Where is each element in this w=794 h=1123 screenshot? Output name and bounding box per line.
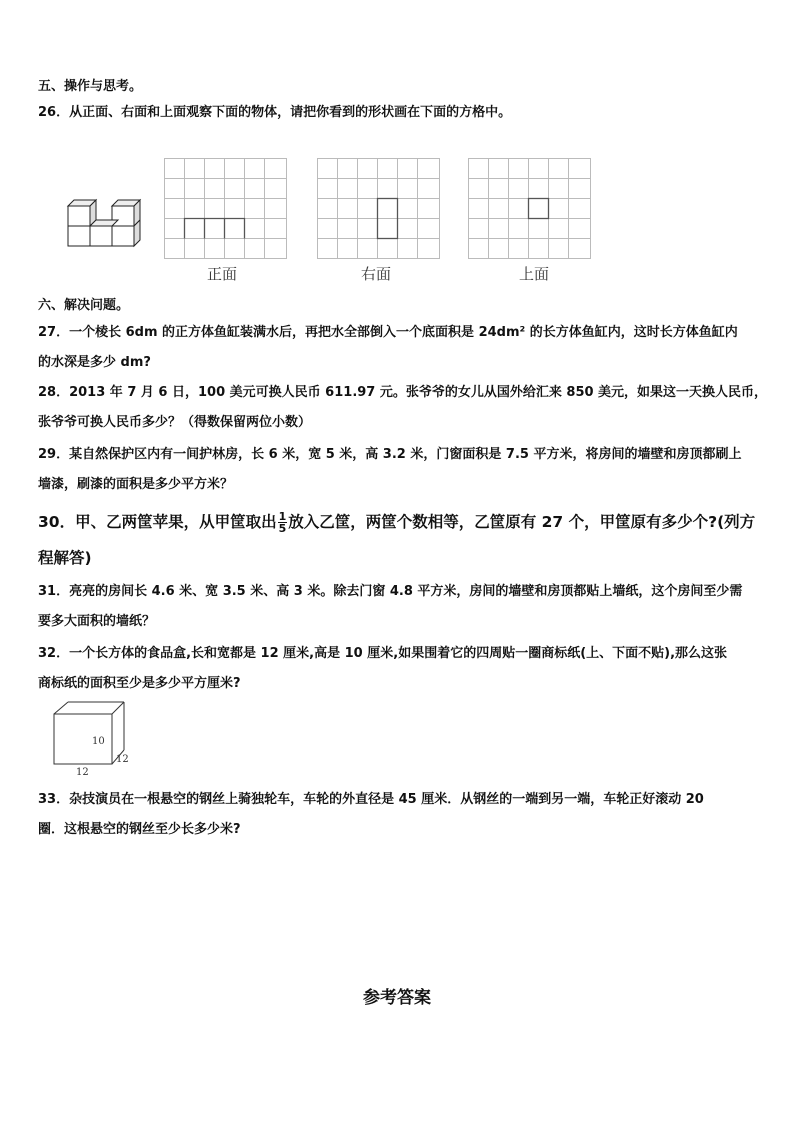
cuboid-width-label: 12 — [116, 754, 129, 765]
answer-section-title: 参考答案 — [363, 988, 431, 1008]
grid-front[interactable] — [164, 158, 288, 260]
question-31-line2: 要多大面积的墙纸？ — [38, 614, 156, 629]
grid-top-label: 上面 — [519, 265, 550, 283]
grid-top[interactable] — [468, 158, 592, 260]
question-28-line2: 张爷爷可换人民币多少？（得数保留两位小数） — [38, 415, 312, 430]
fraction-denominator: 5 — [278, 522, 287, 535]
question-26: 26．从正面、右面和上面观察下面的物体，请把你看到的形状画在下面的方格中。 — [38, 105, 512, 120]
question-30-text-b: 放入乙筐，两筐个数相等，乙筐原有 27 个，甲筐原有多少个?(列方 — [288, 513, 756, 531]
fraction-numerator: 1 — [278, 510, 287, 523]
question-33-line1: 33．杂技演员在一根悬空的钢丝上骑独轮车，车轮的外直径是 45 厘米．从钢丝的一端到另一端，车轮正好滚动 20 — [38, 792, 704, 807]
question-31-line1: 31．亮亮的房间长 4.6 米、宽 3.5 米、高 3 米。除去门窗 4.8 平方米，房间的墙壁和房顶都贴上墙纸，这个房间至少需 — [38, 584, 743, 599]
cuboid-length-label: 12 — [76, 767, 89, 778]
grid-right-label: 右面 — [361, 265, 392, 283]
fraction-one-fifth — [278, 511, 288, 534]
question-30-text-a: 30．甲、乙两筐苹果，从甲筐取出 — [38, 513, 277, 531]
question-28-line1: 28．2013 年 7 月 6 日，100 美元可换人民币 611.97 元。张爷爷的女儿从国外给汇来 850 美元，如果这一天换人民币， — [38, 385, 768, 400]
section-heading-6: 六、解决问题。 — [38, 298, 130, 313]
question-32-line1: 32．一个长方体的食品盒,长和宽都是 12 厘米,高是 10 厘米,如果围着它的四周贴一圈商标纸(上、下面不贴),那么这张 — [38, 646, 728, 661]
grid-right[interactable] — [317, 158, 441, 260]
section-heading-5: 五、操作与思考。 — [38, 79, 143, 94]
cuboid-figure — [52, 700, 132, 778]
question-29-line1: 29．某自然保护区内有一间护林房，长 6 米，宽 5 米，高 3.2 米，门窗面积是 7.5 平方米，将房间的墙壁和房顶都刷上 — [38, 447, 742, 462]
question-27-line2: 的水深是多少 dm? — [38, 355, 151, 370]
cuboid-height-label: 10 — [92, 736, 105, 747]
question-33-line2: 圈．这根悬空的钢丝至少长多少米? — [38, 822, 241, 837]
question-27-line1: 27．一个棱长 6dm 的正方体鱼缸装满水后，再把水全部倒入一个底面积是 24dm² 的长方体鱼缸内，这时长方体鱼缸内 — [38, 325, 738, 340]
grid-front-label: 正面 — [207, 265, 238, 283]
question-30-line2: 程解答) — [38, 549, 92, 567]
cube-stack-figure — [62, 192, 144, 250]
question-32-line2: 商标纸的面积至少是多少平方厘米? — [38, 676, 241, 691]
question-30-line1 — [38, 511, 755, 534]
question-29-line2: 墙漆，刷漆的面积是多少平方米？ — [38, 477, 234, 492]
